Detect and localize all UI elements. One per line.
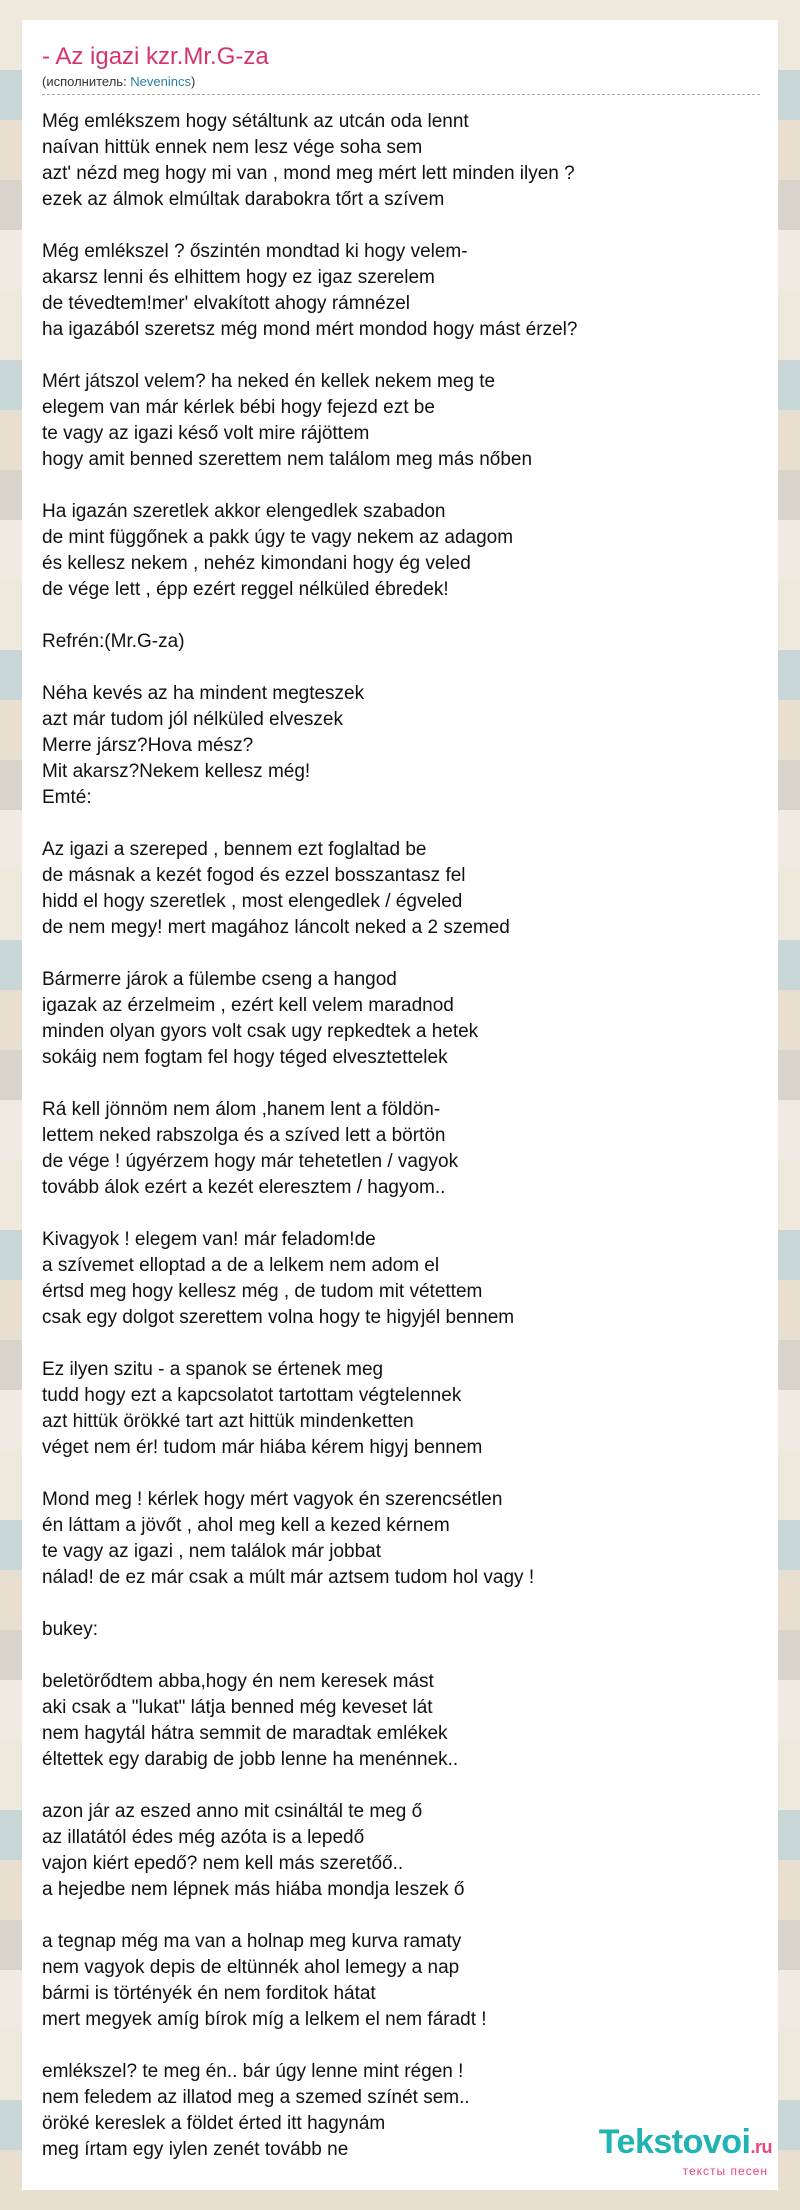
lyric-line: nem hagytál hátra semmit de maradtak emlékek (42, 1723, 448, 1744)
stanza (42, 1227, 758, 1331)
lyric-line: lettem neked rabszolga és a szíved lett a börtön (42, 1125, 446, 1146)
lyric-line: véget nem ér! tudom már hiába kérem higyj bennem (42, 1437, 483, 1458)
artist-prefix: (исполнитель: (42, 74, 131, 89)
song-title: - Az igazi kzr.Mr.G-za (42, 43, 269, 70)
lyric-line: minden olyan gyors volt csak ugy repkedtek a hetek (42, 1021, 479, 1042)
lyric-line: azon jár az eszed anno mit csináltál te meg ő (42, 1801, 423, 1822)
logo-wordmark (599, 2125, 772, 2164)
lyric-line: naívan hittük ennek nem lesz vége soha sem (42, 137, 423, 158)
lyrics-card (22, 20, 778, 2190)
lyric-line: a szívemet elloptad a de a lelkem nem adom el (42, 1255, 440, 1276)
lyric-line: azt már tudom jól nélküled elveszek (42, 709, 343, 730)
lyric-line: hidd el hogy szeretlek , most elengedlek / égveled (42, 891, 463, 912)
lyric-line: emlékszel? te meg én.. bár úgy lenne mint régen ! (42, 2061, 464, 2082)
lyric-line: Mért játszol velem? ha neked én kellek nekem meg te (42, 371, 496, 392)
lyric-line: bukey: (42, 1619, 98, 1640)
lyric-line: Mond meg ! kérlek hogy mért vagyok én szerencsétlen (42, 1489, 503, 1510)
lyric-line: de tévedtem!mer' elvakított ahogy rámnézel (42, 293, 410, 314)
lyric-line: tudd hogy ezt a kapcsolatot tartottam végtelennek (42, 1385, 462, 1406)
lyric-line: tovább álok ezért a kezét eleresztem / hagyom.. (42, 1177, 446, 1198)
artist-link[interactable]: Nevenincs (130, 74, 191, 89)
stanza (42, 1357, 758, 1461)
lyric-line: bármi is történyék én nem forditok hátat (42, 1983, 376, 2004)
lyric-line: hogy amit benned szerettem nem találom meg más nőben (42, 449, 533, 470)
lyric-line: Az igazi a szereped , bennem ezt foglaltad be (42, 839, 427, 860)
logo-tagline: тексты песен (682, 2164, 768, 2178)
lyric-line: Refrén:(Mr.G-za) (42, 631, 185, 652)
lyric-line: nálad! de ez már csak a múlt már aztsem tudom hol vagy ! (42, 1567, 535, 1588)
lyric-line: meg írtam egy iylen zenét tovább ne (42, 2139, 349, 2160)
lyric-line: öröké kereslek a földet érted itt hagynám (42, 2113, 386, 2134)
lyric-line: az illatától édes még azóta is a lepedő (42, 1827, 365, 1848)
stanza (42, 1617, 758, 1643)
lyric-line: éltettek egy darabig de jobb lenne ha menénnek.. (42, 1749, 459, 1770)
stanza (42, 1487, 758, 1591)
lyric-line: de vége ! úgyérzem hogy már tehetetlen / vagyok (42, 1151, 459, 1172)
stanza (42, 629, 758, 655)
lyric-line: Emté: (42, 787, 92, 808)
lyric-line: beletörődtem abba,hogy én nem keresek mást (42, 1671, 434, 1692)
lyric-line: elegem van már kérlek bébi hogy fejezd ezt be (42, 397, 435, 418)
stanza (42, 369, 758, 473)
lyric-line: ha igazából szeretsz még mond mért mondod hogy mást érzel? (42, 319, 578, 340)
stanza (42, 109, 758, 213)
logo-name: Tekstovoi (598, 2123, 751, 2161)
site-logo[interactable] (599, 2125, 772, 2178)
lyric-line: én láttam a jövőt , ahol meg kell a kezed kérnem (42, 1515, 450, 1536)
lyric-line: aki csak a "lukat" látja benned még keveset lát (42, 1697, 433, 1718)
stanza (42, 499, 758, 603)
lyric-line: Mit akarsz?Nekem kellesz még! (42, 761, 311, 782)
lyric-line: Merre jársz?Hova mész? (42, 735, 254, 756)
lyric-line: mert megyek amíg bírok míg a lelkem el nem fáradt ! (42, 2009, 487, 2030)
artist-suffix: ) (191, 74, 196, 89)
lyric-line: de vége lett , épp ezért reggel nélküled ébredek! (42, 579, 449, 600)
lyric-line: Kivagyok ! elegem van! már feladom!de (42, 1229, 376, 1250)
lyric-line: igazak az érzelmeim , ezért kell velem maradnod (42, 995, 454, 1016)
lyric-line: Ez ilyen szitu - a spanok se értenek meg (42, 1359, 384, 1380)
stanza (42, 681, 758, 811)
stanza (42, 1929, 758, 2033)
lyric-line: Bármerre járok a fülembe cseng a hangod (42, 969, 397, 990)
lyric-line: vajon kiért epedő? nem kell más szeretőő.. (42, 1853, 404, 1874)
lyrics-body (42, 109, 758, 2163)
lyric-line: Még emlékszel ? őszintén mondtad ki hogy velem- (42, 241, 468, 262)
lyric-line: nem feledem az illatod meg a szemed színét sem.. (42, 2087, 470, 2108)
lyric-line: te vagy az igazi , nem találok már jobbat (42, 1541, 382, 1562)
stanza (42, 1097, 758, 1201)
lyric-line: csak egy dolgot szerettem volna hogy te higyjél bennem (42, 1307, 515, 1328)
lyric-line: értsd meg hogy kellesz még , de tudom mit vétettem (42, 1281, 483, 1302)
stanza (42, 967, 758, 1071)
lyric-line: azt hittük örökké tart azt hittük mindenketten (42, 1411, 414, 1432)
stanza (42, 239, 758, 343)
lyric-line: a hejedbe nem lépnek más hiába mondja leszek ő (42, 1879, 465, 1900)
stanza (42, 837, 758, 941)
lyric-line: nem vagyok depis de eltünnék ahol lemegy a nap (42, 1957, 460, 1978)
lyric-line: de mint függőnek a pakk úgy te vagy nekem az adagom (42, 527, 514, 548)
lyric-line: de nem megy! mert magához láncolt neked a 2 szemed (42, 917, 510, 938)
lyric-line: sokáig nem fogtam fel hogy téged elvesztettelek (42, 1047, 448, 1068)
artist-line (42, 74, 760, 95)
stanza (42, 1799, 758, 1903)
lyric-line: Még emlékszem hogy sétáltunk az utcán oda lennt (42, 111, 469, 132)
lyric-line: de másnak a kezét fogod és ezzel bosszantasz fel (42, 865, 466, 886)
lyric-line: ezek az álmok elmúltak darabokra tőrt a szívem (42, 189, 445, 210)
lyric-line: te vagy az igazi késő volt mire rájöttem (42, 423, 370, 444)
stanza (42, 1669, 758, 1773)
lyric-line: Rá kell jönnöm nem álom ,hanem lent a földön- (42, 1099, 441, 1120)
lyric-line: azt' nézd meg hogy mi van , mond meg mért lett minden ilyen ? (42, 163, 575, 184)
lyric-line: és kellesz nekem , nehéz kimondani hogy ég veled (42, 553, 471, 574)
lyric-line: Ha igazán szeretlek akkor elengedlek szabadon (42, 501, 446, 522)
lyric-line: akarsz lenni és elhittem hogy ez igaz szerelem (42, 267, 435, 288)
lyric-line: a tegnap még ma van a holnap meg kurva ramaty (42, 1931, 462, 1952)
lyric-line: Néha kevés az ha mindent megteszek (42, 683, 365, 704)
logo-tld: .ru (750, 2137, 772, 2157)
